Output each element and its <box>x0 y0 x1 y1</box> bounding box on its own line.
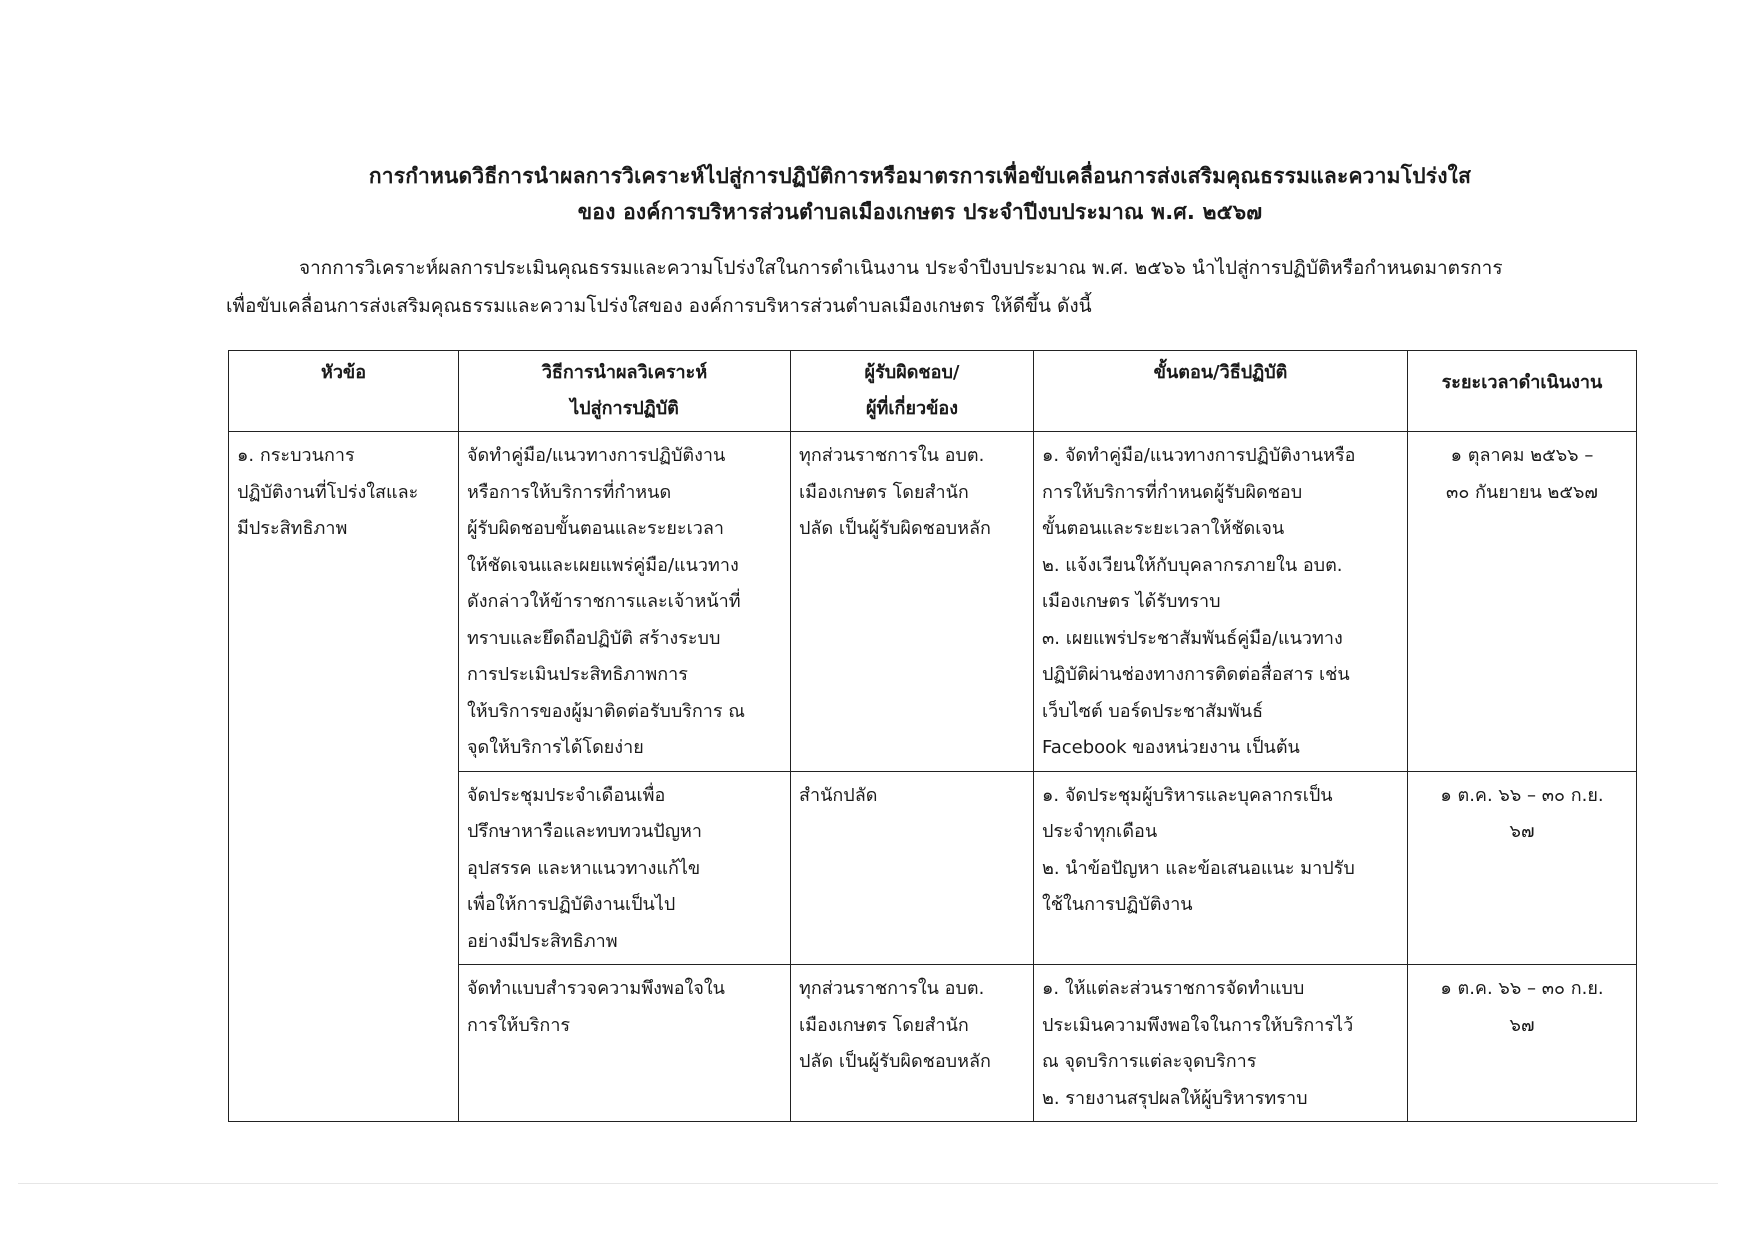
responsible-line: ปลัด เป็นผู้รับผิดชอบหลัก <box>799 1051 991 1072</box>
method-line: เพื่อให้การปฏิบัติงานเป็นไป <box>467 894 676 915</box>
period-line: ๖๗ <box>1509 1014 1535 1036</box>
period-line: ๑ ต.ค. ๖๖ – ๓๐ ก.ย. <box>1440 978 1604 999</box>
method-cell <box>459 771 791 965</box>
step-line: เว็บไซต์ บอร์ดประชาสัมพันธ์ <box>1042 700 1264 722</box>
steps-cell <box>1034 771 1408 965</box>
method-cell <box>459 432 791 772</box>
method-line: การประเมินประสิทธิภาพการ <box>467 664 688 685</box>
responsible-line: ทุกส่วนราชการใน อบต. <box>799 978 985 999</box>
table-row <box>229 432 1637 772</box>
method-line: ดังกล่าวให้ข้าราชการและเจ้าหน้าที่ <box>467 591 741 612</box>
step-line: ๒. แจ้งเวียนให้กับบุคลากรภายใน อบต. <box>1042 554 1343 576</box>
step-line: เมืองเกษตร ได้รับทราบ <box>1042 591 1221 612</box>
header-method-line-1: วิธีการนำผลวิเคราะห์ <box>541 362 708 383</box>
header-period <box>1408 351 1637 432</box>
step-line: ๓. เผยแพร่ประชาสัมพันธ์คู่มือ/แนวทาง <box>1042 627 1343 649</box>
header-steps-label: ขั้นตอน/วิธีปฏิบัติ <box>1153 362 1288 383</box>
table-header-row <box>229 351 1637 432</box>
period-cell <box>1408 432 1637 772</box>
period-line: ๓๐ กันยายน ๒๕๖๗ <box>1446 481 1598 503</box>
topic-line: ปฏิบัติงานที่โปร่งใสและ <box>237 481 419 503</box>
method-line: อย่างมีประสิทธิภาพ <box>467 930 618 952</box>
header-steps <box>1034 351 1408 432</box>
method-line: ให้บริการของผู้มาติดต่อรับบริการ ณ <box>467 700 746 722</box>
step-line: ประจำทุกเดือน <box>1042 821 1158 842</box>
responsible-cell <box>791 965 1034 1122</box>
header-topic-label: หัวข้อ <box>320 362 367 383</box>
method-line: ให้ชัดเจนและเผยแพร่คู่มือ/แนวทาง <box>467 554 739 576</box>
responsible-line: ปลัด เป็นผู้รับผิดชอบหลัก <box>799 518 991 539</box>
step-line: ๑. จัดทำคู่มือ/แนวทางการปฏิบัติงานหรือ <box>1042 445 1356 466</box>
method-line: ทราบและยึดถือปฏิบัติ สร้างระบบ <box>467 627 721 649</box>
responsible-cell <box>791 432 1034 772</box>
measures-table <box>228 350 1637 1122</box>
topic-line: มีประสิทธิภาพ <box>237 518 348 539</box>
step-line: ๒. นำข้อปัญหา และข้อเสนอแนะ มาปรับ <box>1042 857 1355 879</box>
steps-cell <box>1034 965 1408 1122</box>
topic-cell <box>229 432 459 1122</box>
period-line: ๑ ตุลาคม ๒๕๖๖ – <box>1450 445 1594 466</box>
responsible-line: สำนักปลัด <box>799 784 878 806</box>
intro-paragraph-line-1: จากการวิเคราะห์ผลการประเมินคุณธรรมและความโปร่งใสในการดำเนินงาน ประจำปีงบประมาณ พ.ศ. ๒๕๖๖ นำไปสู่การปฏิบัติหรือกำหนดมาตรการ <box>299 257 1503 279</box>
step-line: การให้บริการที่กำหนดผู้รับผิดชอบ <box>1042 481 1303 503</box>
steps-cell <box>1034 432 1408 772</box>
period-cell <box>1408 771 1637 965</box>
method-line: จุดให้บริการได้โดยง่าย <box>467 737 644 758</box>
method-line: หรือการให้บริการที่กำหนด <box>467 481 672 503</box>
responsible-cell <box>791 771 1034 965</box>
responsible-line: เมืองเกษตร โดยสำนัก <box>799 481 969 503</box>
header-responsible-line-2: ผู้ที่เกี่ยวข้อง <box>865 398 959 419</box>
step-line: ประเมินความพึงพอใจในการให้บริการไว้ <box>1042 1014 1354 1036</box>
step-line: ขั้นตอนและระยะเวลาให้ชัดเจน <box>1042 518 1285 539</box>
method-line: จัดประชุมประจำเดือนเพื่อ <box>467 784 666 806</box>
period-line: ๖๗ <box>1509 821 1535 842</box>
document-title-line-1: การกำหนดวิธีการนำผลการวิเคราะห์ไปสู่การปฏิบัติการหรือมาตรการเพื่อขับเคลื่อนการส่งเสริมคุณธรรมและความโปร่งใส <box>368 164 1472 188</box>
document-title-line-2: ของ องค์การบริหารส่วนตำบลเมืองเกษตร ประจำปีงบประมาณ พ.ศ. ๒๕๖๗ <box>577 200 1263 224</box>
method-cell <box>459 965 791 1122</box>
step-line: Facebook ของหน่วยงาน เป็นต้น <box>1042 737 1300 758</box>
responsible-line: เมืองเกษตร โดยสำนัก <box>799 1014 969 1036</box>
method-line: จัดทำแบบสำรวจความพึงพอใจใน <box>467 978 725 999</box>
responsible-line: ทุกส่วนราชการใน อบต. <box>799 445 985 466</box>
period-line: ๑ ต.ค. ๖๖ – ๓๐ ก.ย. <box>1440 784 1604 806</box>
step-line: ใช้ในการปฏิบัติงาน <box>1042 894 1193 915</box>
step-line: ณ จุดบริการแต่ละจุดบริการ <box>1042 1051 1257 1072</box>
step-line: ๒. รายงานสรุปผลให้ผู้บริหารทราบ <box>1042 1087 1308 1109</box>
method-line: อุปสรรค และหาแนวทางแก้ไข <box>467 857 701 879</box>
intro-paragraph-line-2: เพื่อขับเคลื่อนการส่งเสริมคุณธรรมและความโปร่งใสของ องค์การบริหารส่วนตำบลเมืองเกษตร ให้ดีขึ้น ดังนี้ <box>226 295 1092 317</box>
method-line: จัดทำคู่มือ/แนวทางการปฏิบัติงาน <box>467 445 726 466</box>
header-responsible-line-1: ผู้รับผิดชอบ/ <box>864 362 960 383</box>
header-method-line-2: ไปสู่การปฏิบัติ <box>570 398 679 419</box>
method-line: ผู้รับผิดชอบขั้นตอนและระยะเวลา <box>467 518 724 539</box>
step-line: ๑. ให้แต่ละส่วนราชการจัดทำแบบ <box>1042 978 1305 999</box>
step-line: ปฏิบัติผ่านช่องทางการติดต่อสื่อสาร เช่น <box>1042 664 1350 685</box>
header-responsible <box>791 351 1034 432</box>
header-topic <box>229 351 459 432</box>
period-cell <box>1408 965 1637 1122</box>
method-line: การให้บริการ <box>467 1014 571 1036</box>
page-bottom-rule <box>18 1183 1718 1184</box>
header-period-label: ระยะเวลาดำเนินงาน <box>1441 372 1603 393</box>
method-line: ปรึกษาหารือและทบทวนปัญหา <box>467 821 703 842</box>
header-method <box>459 351 791 432</box>
topic-line: ๑. กระบวนการ <box>237 445 355 466</box>
step-line: ๑. จัดประชุมผู้บริหารและบุคลากรเป็น <box>1042 784 1333 806</box>
table-body <box>229 432 1637 1122</box>
